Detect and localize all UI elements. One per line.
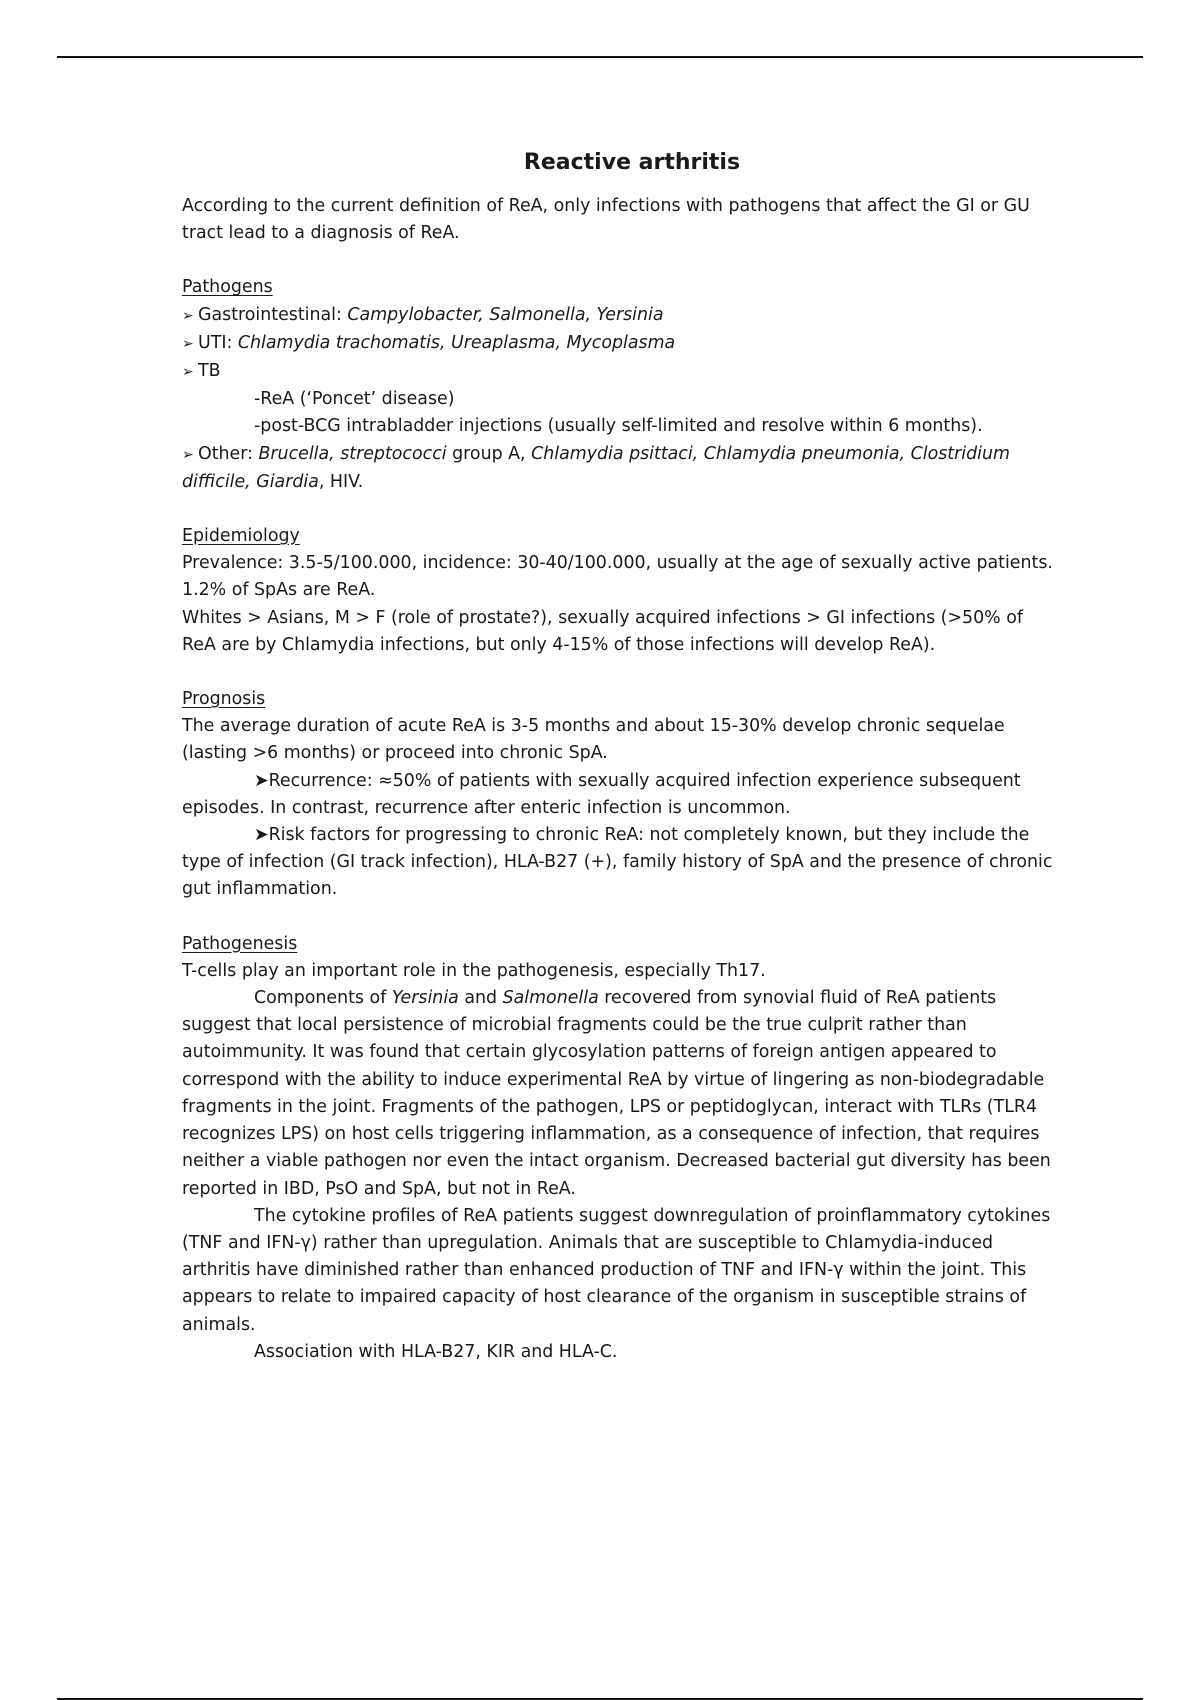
pathogen-uti: ➢ UTI: Chlamydia trachomatis, Ureaplasma, Mycoplasma <box>182 330 1062 358</box>
arrow-bullet-icon: ➢ <box>182 307 194 324</box>
pathogenesis-heading: Pathogenesis <box>182 933 298 954</box>
prognosis-recurrence: ➤Recurrence: ≈50% of patients with sexually acquired infection experience subsequent episodes. In contrast, recurrence after enteric infection is uncommon. <box>182 770 1021 818</box>
pathogenesis-line: T-cells play an important role in the pathogenesis, especially Th17. <box>182 960 766 981</box>
epidemiology-line: Whites > Asians, M > F (role of prostate?), sexually acquired infections > GI infections (>50% of ReA are by Chlamydia infections, but only 4-15% of those infections will develop ReA). <box>182 607 1023 655</box>
pathogens-heading: Pathogens <box>182 277 273 298</box>
header-rule <box>57 56 1143 58</box>
pathogen-tb: ➢ TB <box>182 358 1062 386</box>
tb-sub-item: -ReA (‘Poncet’ disease) <box>254 389 455 410</box>
pathogenesis-paragraph: Association with HLA-B27, KIR and HLA-C. <box>254 1341 618 1362</box>
epidemiology-line: 1.2% of SpAs are ReA. <box>182 580 376 601</box>
pathogen-other: ➢ Other: Brucella, streptococci group A, Chlamydia psittaci, Chlamydia pneumonia, Clostridium difficile, Giardia, HIV. <box>182 443 1010 492</box>
prognosis-risk: ➤Risk factors for progressing to chronic ReA: not completely known, but they include the type of infection (GI track infection), HLA-B27 (+), family history of SpA and the presence of chronic gut inflammation. <box>182 825 1053 900</box>
arrow-bullet-icon: ➢ <box>182 335 194 352</box>
arrow-bullet-icon: ➢ <box>182 446 194 463</box>
arrowhead-bullet-icon: ➤ <box>254 770 269 791</box>
pathogenesis-paragraph: The cytokine profiles of ReA patients suggest downregulation of proinflammatory cytokines (TNF and IFN-γ) rather than upregulation. Animals that are susceptible to Chlamydia-induced arthritis have diminished rather than enhanced production of TNF and IFN-γ within the joint. This appears to relate to impaired capacity of host clearance of the organism in susceptible strains of animals. <box>182 1205 1051 1335</box>
pathogenesis-paragraph: Components of Yersinia and Salmonella recovered from synovial fluid of ReA patients suggest that local persistence of microbial fragments could be the true culprit rather than autoimmunity. It was found that certain glycosylation patterns of foreign antigen appeared to correspond with the ability to induce experimental ReA by virtue of lingering as non-biodegradable fragments in the joint. Fragments of the pathogen, LPS or peptidoglycan, interact with TLRs (TLR4 recognizes LPS) on host cells triggering inflammation, as a consequence of infection, that requires neither a viable pathogen nor even the intact organism. Decreased bacterial gut diversity has been reported in IBD, PsO and SpA, but not in ReA. <box>182 988 1051 1199</box>
intro-paragraph: According to the current definition of ReA, only infections with pathogens that affect the GI or GU tract lead to a diagnosis of ReA. <box>182 196 1030 244</box>
page-title: Reactive arthritis <box>523 150 741 175</box>
tb-sub-item: -post-BCG intrabladder injections (usually self-limited and resolve within 6 months). <box>254 416 983 437</box>
document-body <box>182 148 1062 1366</box>
epidemiology-line: Prevalence: 3.5-5/100.000, incidence: 30-40/100.000, usually at the age of sexually active patients. <box>182 553 1053 574</box>
epidemiology-heading: Epidemiology <box>182 526 300 547</box>
prognosis-line: The average duration of acute ReA is 3-5 months and about 15-30% develop chronic sequelae (lasting >6 months) or proceed into chronic SpA. <box>182 716 1005 764</box>
arrow-bullet-icon: ➢ <box>182 364 194 381</box>
pathogen-gi: ➢ Gastrointestinal: Campylobacter, Salmonella, Yersinia <box>182 302 1062 330</box>
prognosis-heading: Prognosis <box>182 689 266 710</box>
arrowhead-bullet-icon: ➤ <box>254 825 269 846</box>
